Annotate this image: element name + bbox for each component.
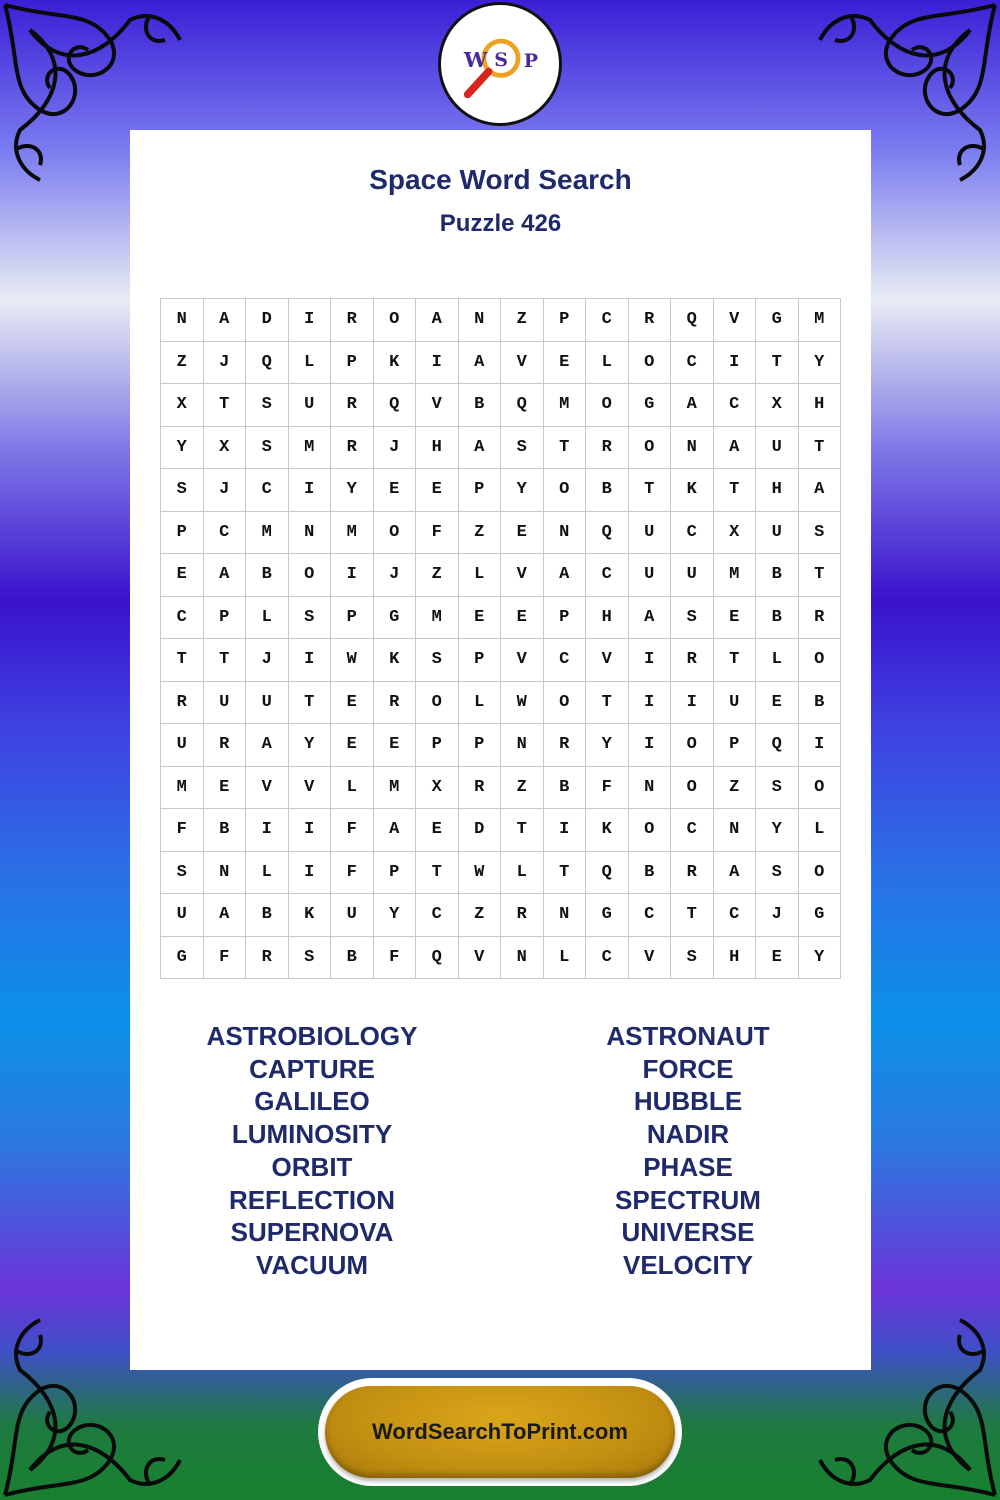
logo-letter-w: W bbox=[463, 46, 488, 72]
grid-cell[interactable]: X bbox=[161, 384, 204, 427]
grid-cell[interactable]: V bbox=[501, 342, 544, 385]
grid-cell[interactable]: U bbox=[629, 512, 672, 555]
word-list-item: VELOCITY bbox=[622, 1249, 753, 1280]
grid-cell[interactable]: Z bbox=[714, 767, 757, 810]
word-list-item: SUPERNOVA bbox=[230, 1217, 394, 1248]
grid-cell[interactable]: T bbox=[756, 342, 799, 385]
grid-cell[interactable]: G bbox=[799, 894, 842, 937]
grid-cell[interactable]: J bbox=[246, 639, 289, 682]
grid-cell[interactable]: Y bbox=[799, 937, 842, 980]
grid-cell[interactable]: I bbox=[629, 724, 672, 767]
grid-cell[interactable]: Y bbox=[374, 894, 417, 937]
grid-cell[interactable]: S bbox=[161, 469, 204, 512]
grid-cell[interactable]: C bbox=[416, 894, 459, 937]
grid-cell[interactable]: O bbox=[671, 724, 714, 767]
word-list-item: CAPTURE bbox=[249, 1053, 375, 1084]
grid-cell[interactable]: I bbox=[799, 724, 842, 767]
grid-cell[interactable]: O bbox=[629, 427, 672, 470]
grid-cell[interactable]: L bbox=[459, 554, 502, 597]
grid-cell[interactable]: N bbox=[501, 937, 544, 980]
grid-cell[interactable]: I bbox=[246, 809, 289, 852]
grid-cell[interactable]: R bbox=[246, 937, 289, 980]
grid-cell[interactable]: E bbox=[714, 597, 757, 640]
grid-cell[interactable]: P bbox=[544, 597, 587, 640]
grid-cell[interactable]: A bbox=[629, 597, 672, 640]
grid-cell[interactable]: B bbox=[544, 767, 587, 810]
grid-cell[interactable]: B bbox=[756, 597, 799, 640]
grid-cell[interactable]: O bbox=[629, 809, 672, 852]
word-list-item: ASTROBIOLOGY bbox=[206, 1021, 418, 1051]
grid-cell[interactable]: R bbox=[629, 299, 672, 342]
grid-cell[interactable]: L bbox=[246, 852, 289, 895]
grid-cell[interactable]: I bbox=[289, 639, 332, 682]
grid-cell[interactable]: T bbox=[586, 682, 629, 725]
grid-cell[interactable]: E bbox=[204, 767, 247, 810]
grid-cell[interactable]: R bbox=[501, 894, 544, 937]
grid-cell[interactable]: H bbox=[799, 384, 842, 427]
grid-cell[interactable]: U bbox=[161, 894, 204, 937]
grid-cell[interactable]: T bbox=[799, 427, 842, 470]
grid-cell[interactable]: H bbox=[586, 597, 629, 640]
grid-cell[interactable]: C bbox=[161, 597, 204, 640]
grid-cell[interactable]: A bbox=[799, 469, 842, 512]
grid-cell[interactable]: R bbox=[161, 682, 204, 725]
grid-cell[interactable]: R bbox=[671, 639, 714, 682]
grid-cell[interactable]: U bbox=[671, 554, 714, 597]
grid-cell[interactable]: F bbox=[161, 809, 204, 852]
grid-cell[interactable]: O bbox=[629, 342, 672, 385]
grid-cell[interactable]: P bbox=[459, 469, 502, 512]
grid-cell[interactable]: L bbox=[246, 597, 289, 640]
grid-cell[interactable]: V bbox=[459, 937, 502, 980]
grid-cell[interactable]: U bbox=[204, 682, 247, 725]
grid-cell[interactable]: N bbox=[289, 512, 332, 555]
grid-cell[interactable]: Z bbox=[501, 299, 544, 342]
grid-cell[interactable]: J bbox=[374, 554, 417, 597]
grid-cell[interactable]: A bbox=[374, 809, 417, 852]
word-list-item: FORCE bbox=[642, 1053, 734, 1084]
grid-cell[interactable]: R bbox=[544, 724, 587, 767]
word-list-item: REFLECTION bbox=[228, 1184, 396, 1215]
puzzle-title: Space Word Search bbox=[369, 164, 632, 195]
grid-cell[interactable]: R bbox=[374, 682, 417, 725]
grid-cell[interactable]: I bbox=[289, 809, 332, 852]
grid-cell[interactable]: B bbox=[331, 937, 374, 980]
grid-cell[interactable]: I bbox=[416, 342, 459, 385]
grid-cell[interactable]: N bbox=[459, 299, 502, 342]
grid-cell[interactable]: N bbox=[714, 809, 757, 852]
grid-cell[interactable]: O bbox=[374, 299, 417, 342]
grid-cell[interactable]: O bbox=[799, 767, 842, 810]
word-list-item: HUBBLE bbox=[633, 1086, 743, 1117]
grid-cell[interactable]: Z bbox=[501, 767, 544, 810]
grid-cell[interactable]: F bbox=[331, 809, 374, 852]
grid-cell[interactable]: L bbox=[289, 342, 332, 385]
grid-cell[interactable]: P bbox=[331, 597, 374, 640]
grid-cell[interactable]: O bbox=[416, 682, 459, 725]
grid-cell[interactable]: R bbox=[671, 852, 714, 895]
grid-cell[interactable]: S bbox=[671, 597, 714, 640]
grid-cell[interactable]: A bbox=[459, 427, 502, 470]
grid-cell[interactable]: V bbox=[416, 384, 459, 427]
letter-grid bbox=[160, 298, 841, 979]
grid-cell[interactable]: S bbox=[671, 937, 714, 980]
grid-cell[interactable]: R bbox=[586, 427, 629, 470]
grid-cell[interactable]: M bbox=[799, 299, 842, 342]
grid-cell[interactable]: Y bbox=[586, 724, 629, 767]
grid-cell[interactable]: Y bbox=[799, 342, 842, 385]
grid-cell[interactable]: A bbox=[714, 427, 757, 470]
grid-cell[interactable]: N bbox=[204, 852, 247, 895]
grid-cell[interactable]: K bbox=[289, 894, 332, 937]
grid-cell[interactable]: B bbox=[756, 554, 799, 597]
grid-cell[interactable]: N bbox=[544, 512, 587, 555]
grid-cell[interactable]: G bbox=[756, 299, 799, 342]
grid-cell[interactable]: A bbox=[416, 299, 459, 342]
grid-cell[interactable]: E bbox=[756, 682, 799, 725]
grid-cell[interactable]: L bbox=[544, 937, 587, 980]
grid-cell[interactable]: P bbox=[459, 639, 502, 682]
grid-cell[interactable]: V bbox=[501, 554, 544, 597]
grid-cell[interactable]: I bbox=[629, 682, 672, 725]
grid-cell[interactable]: U bbox=[331, 894, 374, 937]
grid-cell[interactable]: I bbox=[671, 682, 714, 725]
grid-cell[interactable]: A bbox=[204, 894, 247, 937]
grid-cell[interactable]: Q bbox=[416, 937, 459, 980]
grid-cell[interactable]: V bbox=[501, 639, 544, 682]
grid-cell[interactable]: K bbox=[374, 639, 417, 682]
grid-cell[interactable]: S bbox=[289, 597, 332, 640]
grid-cell[interactable]: Q bbox=[671, 299, 714, 342]
grid-cell[interactable]: S bbox=[756, 852, 799, 895]
grid-cell[interactable]: C bbox=[671, 809, 714, 852]
grid-cell[interactable]: R bbox=[331, 427, 374, 470]
grid-cell[interactable]: R bbox=[459, 767, 502, 810]
grid-cell[interactable]: C bbox=[629, 894, 672, 937]
grid-cell[interactable]: C bbox=[714, 384, 757, 427]
grid-cell[interactable]: J bbox=[756, 894, 799, 937]
grid-cell[interactable]: Q bbox=[756, 724, 799, 767]
grid-cell[interactable]: P bbox=[331, 342, 374, 385]
grid-cell[interactable]: C bbox=[671, 342, 714, 385]
grid-cell[interactable]: I bbox=[289, 299, 332, 342]
grid-cell[interactable]: F bbox=[374, 937, 417, 980]
grid-cell[interactable]: I bbox=[544, 809, 587, 852]
grid-cell[interactable]: F bbox=[331, 852, 374, 895]
grid-cell[interactable]: B bbox=[246, 894, 289, 937]
grid-cell[interactable]: O bbox=[586, 384, 629, 427]
grid-cell[interactable]: E bbox=[374, 724, 417, 767]
grid-cell[interactable]: B bbox=[799, 682, 842, 725]
grid-cell[interactable]: D bbox=[246, 299, 289, 342]
grid-cell[interactable]: X bbox=[714, 512, 757, 555]
grid-cell[interactable]: O bbox=[374, 512, 417, 555]
grid-cell[interactable]: T bbox=[714, 639, 757, 682]
grid-cell[interactable]: S bbox=[246, 427, 289, 470]
grid-cell[interactable]: V bbox=[629, 937, 672, 980]
logo-letter-p: P bbox=[523, 49, 539, 72]
grid-cell[interactable]: S bbox=[416, 639, 459, 682]
grid-cell[interactable]: J bbox=[374, 427, 417, 470]
wsp-logo bbox=[438, 2, 562, 126]
grid-cell[interactable]: H bbox=[416, 427, 459, 470]
grid-cell[interactable]: W bbox=[459, 852, 502, 895]
grid-cell[interactable]: Q bbox=[586, 852, 629, 895]
grid-cell[interactable]: T bbox=[671, 894, 714, 937]
word-list-left bbox=[162, 1020, 462, 1282]
grid-cell[interactable]: R bbox=[799, 597, 842, 640]
grid-cell[interactable]: R bbox=[331, 384, 374, 427]
grid-cell[interactable]: M bbox=[714, 554, 757, 597]
grid-cell[interactable]: M bbox=[161, 767, 204, 810]
grid-cell[interactable]: E bbox=[331, 724, 374, 767]
grid-cell[interactable]: K bbox=[374, 342, 417, 385]
grid-cell[interactable]: T bbox=[204, 639, 247, 682]
grid-cell[interactable]: T bbox=[204, 384, 247, 427]
grid-cell[interactable]: P bbox=[161, 512, 204, 555]
grid-cell[interactable]: P bbox=[374, 852, 417, 895]
grid-cell[interactable]: C bbox=[544, 639, 587, 682]
grid-cell[interactable]: A bbox=[544, 554, 587, 597]
grid-cell[interactable]: M bbox=[374, 767, 417, 810]
grid-cell[interactable]: V bbox=[246, 767, 289, 810]
grid-cell[interactable]: X bbox=[756, 384, 799, 427]
grid-cell[interactable]: L bbox=[586, 342, 629, 385]
grid-cell[interactable]: T bbox=[161, 639, 204, 682]
grid-cell[interactable]: N bbox=[671, 427, 714, 470]
site-link-button[interactable]: WordSearchToPrint.com bbox=[325, 1386, 675, 1478]
grid-cell[interactable]: S bbox=[246, 384, 289, 427]
grid-cell[interactable]: E bbox=[544, 342, 587, 385]
grid-cell[interactable]: U bbox=[756, 512, 799, 555]
grid-cell[interactable]: S bbox=[756, 767, 799, 810]
grid-cell[interactable]: C bbox=[204, 512, 247, 555]
grid-cell[interactable]: L bbox=[331, 767, 374, 810]
grid-cell[interactable]: I bbox=[289, 852, 332, 895]
grid-cell[interactable]: T bbox=[799, 554, 842, 597]
grid-cell[interactable]: S bbox=[161, 852, 204, 895]
grid-cell[interactable]: N bbox=[629, 767, 672, 810]
logo-letter-s: S bbox=[494, 48, 509, 71]
grid-cell[interactable]: B bbox=[246, 554, 289, 597]
grid-cell[interactable]: D bbox=[459, 809, 502, 852]
grid-cell[interactable]: U bbox=[161, 724, 204, 767]
grid-cell[interactable]: K bbox=[671, 469, 714, 512]
grid-cell[interactable]: M bbox=[544, 384, 587, 427]
grid-cell[interactable]: E bbox=[501, 597, 544, 640]
grid-cell[interactable]: Y bbox=[289, 724, 332, 767]
grid-cell[interactable]: E bbox=[161, 554, 204, 597]
grid-cell[interactable]: E bbox=[756, 937, 799, 980]
grid-cell[interactable]: H bbox=[714, 937, 757, 980]
grid-cell[interactable]: Z bbox=[459, 512, 502, 555]
word-list-item: VACUUM bbox=[255, 1249, 369, 1280]
grid-cell[interactable]: L bbox=[501, 852, 544, 895]
grid-cell[interactable]: P bbox=[544, 299, 587, 342]
grid-cell[interactable]: U bbox=[756, 427, 799, 470]
grid-cell[interactable]: N bbox=[544, 894, 587, 937]
grid-cell[interactable]: K bbox=[586, 809, 629, 852]
grid-cell[interactable]: X bbox=[204, 427, 247, 470]
word-list-item: PHASE bbox=[643, 1151, 733, 1182]
word-list-item: UNIVERSE bbox=[621, 1217, 755, 1248]
grid-cell[interactable]: W bbox=[501, 682, 544, 725]
grid-cell[interactable]: T bbox=[501, 809, 544, 852]
word-list-item: LUMINOSITY bbox=[231, 1119, 393, 1150]
grid-cell[interactable]: W bbox=[331, 639, 374, 682]
word-list-item: NADIR bbox=[646, 1119, 730, 1150]
grid-cell[interactable]: B bbox=[204, 809, 247, 852]
grid-cell[interactable]: J bbox=[204, 469, 247, 512]
grid-cell[interactable]: I bbox=[714, 342, 757, 385]
grid-cell[interactable]: L bbox=[756, 639, 799, 682]
grid-cell[interactable]: G bbox=[374, 597, 417, 640]
grid-cell[interactable]: G bbox=[629, 384, 672, 427]
grid-cell[interactable]: G bbox=[586, 894, 629, 937]
grid-cell[interactable]: E bbox=[374, 469, 417, 512]
grid-cell[interactable]: T bbox=[416, 852, 459, 895]
grid-cell[interactable]: U bbox=[629, 554, 672, 597]
grid-cell[interactable]: A bbox=[671, 384, 714, 427]
grid-cell[interactable]: B bbox=[586, 469, 629, 512]
grid-cell[interactable]: A bbox=[204, 554, 247, 597]
word-list-item: ASTRONAUT bbox=[606, 1021, 770, 1051]
puzzle-number: Puzzle 426 bbox=[439, 210, 562, 237]
grid-cell[interactable]: S bbox=[799, 512, 842, 555]
grid-cell[interactable]: Z bbox=[459, 894, 502, 937]
grid-cell[interactable]: C bbox=[671, 512, 714, 555]
grid-cell[interactable]: U bbox=[289, 384, 332, 427]
grid-cell[interactable]: A bbox=[246, 724, 289, 767]
grid-cell[interactable]: O bbox=[544, 469, 587, 512]
grid-cell[interactable]: X bbox=[416, 767, 459, 810]
grid-cell[interactable]: I bbox=[331, 554, 374, 597]
grid-cell[interactable]: N bbox=[161, 299, 204, 342]
grid-cell[interactable]: T bbox=[714, 469, 757, 512]
grid-cell[interactable]: P bbox=[204, 597, 247, 640]
grid-cell[interactable]: T bbox=[289, 682, 332, 725]
grid-cell[interactable]: V bbox=[586, 639, 629, 682]
grid-cell[interactable]: Y bbox=[161, 427, 204, 470]
grid-cell[interactable]: F bbox=[204, 937, 247, 980]
grid-cell[interactable]: R bbox=[204, 724, 247, 767]
grid-cell[interactable]: F bbox=[586, 767, 629, 810]
grid-cell[interactable]: O bbox=[671, 767, 714, 810]
grid-cell[interactable]: T bbox=[629, 469, 672, 512]
grid-cell[interactable]: Y bbox=[501, 469, 544, 512]
grid-cell[interactable]: S bbox=[289, 937, 332, 980]
grid-cell[interactable]: N bbox=[501, 724, 544, 767]
grid-cell[interactable]: V bbox=[714, 299, 757, 342]
grid-cell[interactable]: C bbox=[586, 299, 629, 342]
grid-cell[interactable]: B bbox=[459, 384, 502, 427]
grid-cell[interactable]: Z bbox=[161, 342, 204, 385]
grid-cell[interactable]: R bbox=[331, 299, 374, 342]
grid-cell[interactable]: T bbox=[544, 427, 587, 470]
grid-cell[interactable]: O bbox=[544, 682, 587, 725]
grid-cell[interactable]: C bbox=[714, 894, 757, 937]
grid-cell[interactable]: F bbox=[416, 512, 459, 555]
grid-cell[interactable]: Y bbox=[331, 469, 374, 512]
word-list-right bbox=[538, 1020, 838, 1282]
grid-cell[interactable]: U bbox=[714, 682, 757, 725]
grid-cell[interactable]: C bbox=[586, 937, 629, 980]
word-list-item: GALILEO bbox=[254, 1086, 370, 1117]
grid-cell[interactable]: M bbox=[331, 512, 374, 555]
grid-cell[interactable]: A bbox=[204, 299, 247, 342]
site-badge bbox=[318, 1378, 682, 1486]
grid-cell[interactable]: Y bbox=[756, 809, 799, 852]
grid-cell[interactable]: A bbox=[714, 852, 757, 895]
grid-cell[interactable]: P bbox=[416, 724, 459, 767]
grid-cell[interactable]: E bbox=[416, 469, 459, 512]
puzzle-sheet bbox=[130, 130, 871, 1370]
grid-cell[interactable]: O bbox=[799, 852, 842, 895]
grid-cell[interactable]: O bbox=[289, 554, 332, 597]
grid-cell[interactable]: Q bbox=[246, 342, 289, 385]
grid-cell[interactable]: G bbox=[161, 937, 204, 980]
grid-cell[interactable]: I bbox=[629, 639, 672, 682]
grid-cell[interactable]: Q bbox=[501, 384, 544, 427]
grid-cell[interactable]: L bbox=[799, 809, 842, 852]
grid-cell[interactable]: P bbox=[714, 724, 757, 767]
grid-cell[interactable]: Q bbox=[374, 384, 417, 427]
word-list-item: SPECTRUM bbox=[615, 1184, 761, 1215]
grid-cell[interactable]: Q bbox=[586, 512, 629, 555]
grid-cell[interactable]: U bbox=[246, 682, 289, 725]
word-list-item: ORBIT bbox=[271, 1151, 353, 1182]
grid-cell[interactable]: C bbox=[246, 469, 289, 512]
grid-cell[interactable]: L bbox=[459, 682, 502, 725]
grid-cell[interactable]: M bbox=[416, 597, 459, 640]
grid-cell[interactable]: O bbox=[799, 639, 842, 682]
grid-cell[interactable]: V bbox=[289, 767, 332, 810]
grid-cell[interactable]: E bbox=[501, 512, 544, 555]
grid-cell[interactable]: B bbox=[629, 852, 672, 895]
grid-cell[interactable]: M bbox=[246, 512, 289, 555]
grid-cell[interactable]: Z bbox=[416, 554, 459, 597]
grid-cell[interactable]: J bbox=[204, 342, 247, 385]
grid-cell[interactable]: E bbox=[459, 597, 502, 640]
grid-cell[interactable]: P bbox=[459, 724, 502, 767]
grid-cell[interactable]: M bbox=[289, 427, 332, 470]
grid-cell[interactable]: I bbox=[289, 469, 332, 512]
grid-cell[interactable]: S bbox=[501, 427, 544, 470]
grid-cell[interactable]: A bbox=[459, 342, 502, 385]
grid-cell[interactable]: E bbox=[416, 809, 459, 852]
grid-cell[interactable]: C bbox=[586, 554, 629, 597]
grid-cell[interactable]: T bbox=[544, 852, 587, 895]
grid-cell[interactable]: E bbox=[331, 682, 374, 725]
grid-cell[interactable]: H bbox=[756, 469, 799, 512]
